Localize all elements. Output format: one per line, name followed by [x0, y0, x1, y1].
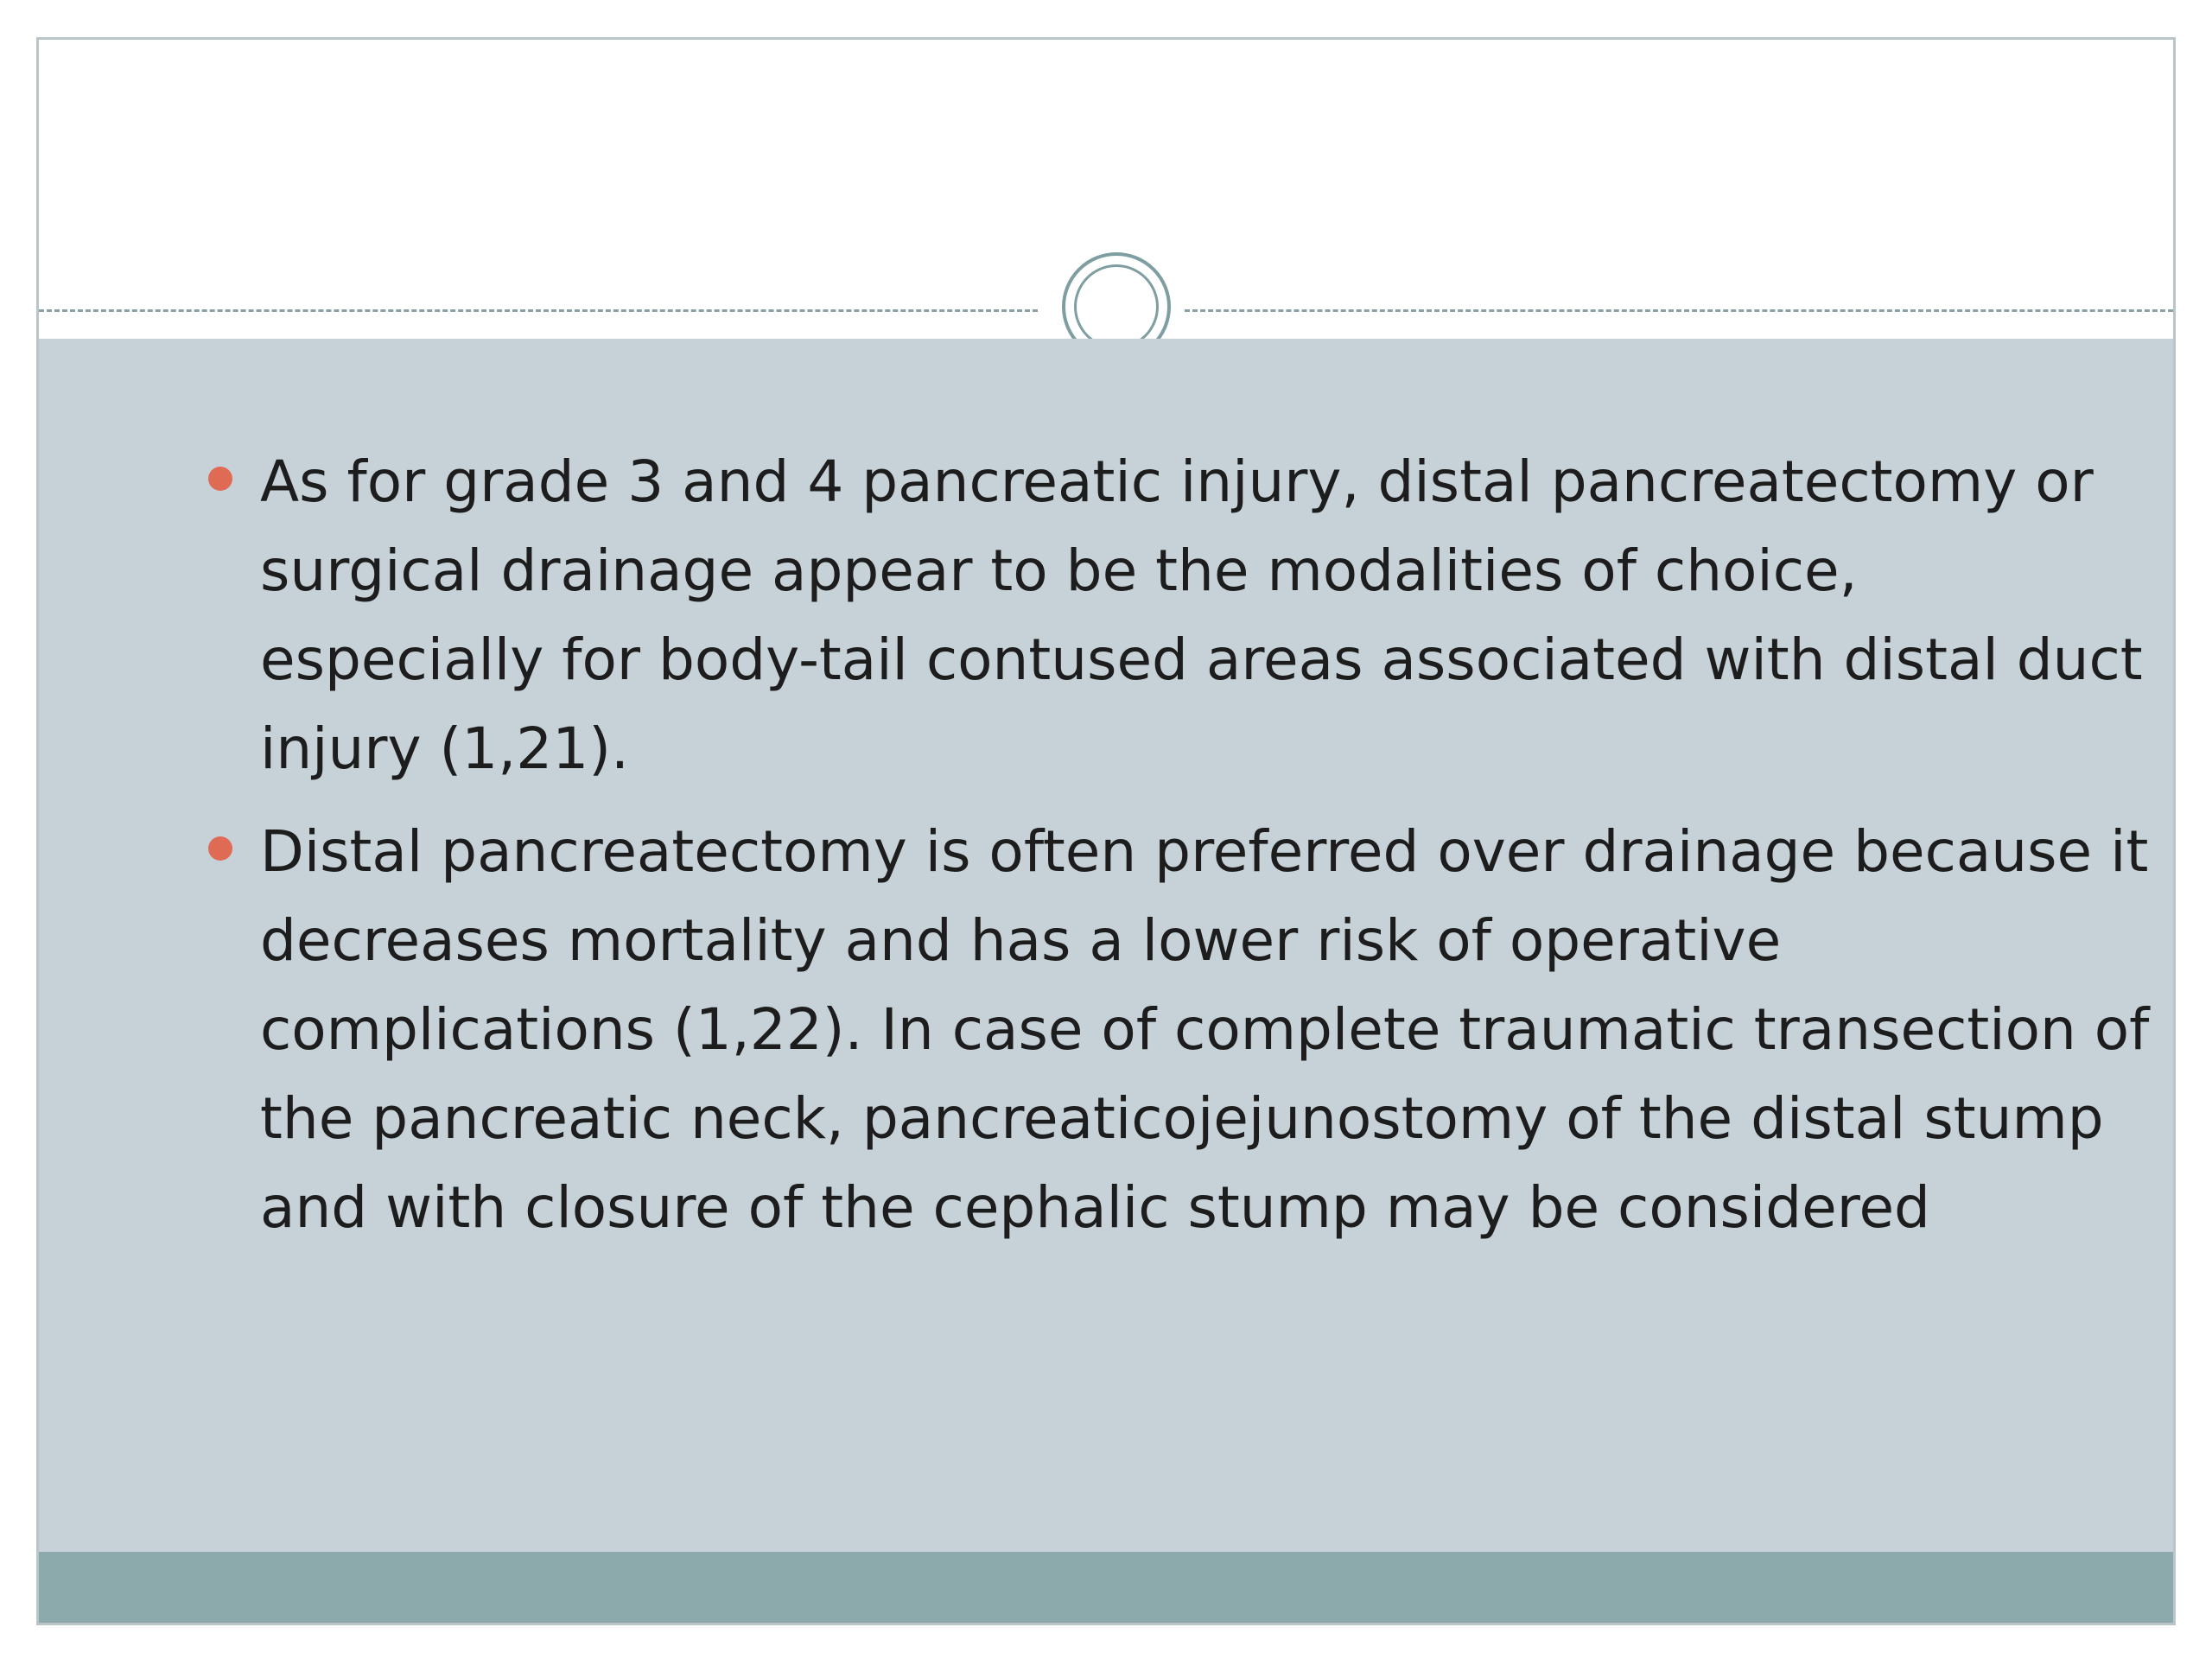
dot-icon [208, 467, 232, 491]
slide-frame [36, 37, 2176, 1625]
divider-right [1185, 309, 2173, 312]
footer-band [39, 1552, 2173, 1625]
bullet-item-2 [222, 807, 2158, 1252]
dot-icon [208, 836, 232, 861]
bullet-list [222, 437, 2158, 1266]
inner-circle [1074, 264, 1159, 349]
bullet-text-2: Distal pancreatectomy is often preferred over drainage because it decreases mortality and has a lower risk of operative complications (1,22). In case of complete traumatic transection of the pancreatic neck, pancreaticojejunostomy of the distal stump and with closure of the cephalic stump may be considered [260, 818, 2150, 1241]
divider-left [39, 309, 1038, 312]
bullet-item-1 [222, 437, 2158, 793]
bullet-text-1: As for grade 3 and 4 pancreatic injury, distal pancreatectomy or surgical drainage appear to be the modalities of choice, especially for body-tail contused areas associated with distal duct injury (1,21). [260, 448, 2143, 782]
